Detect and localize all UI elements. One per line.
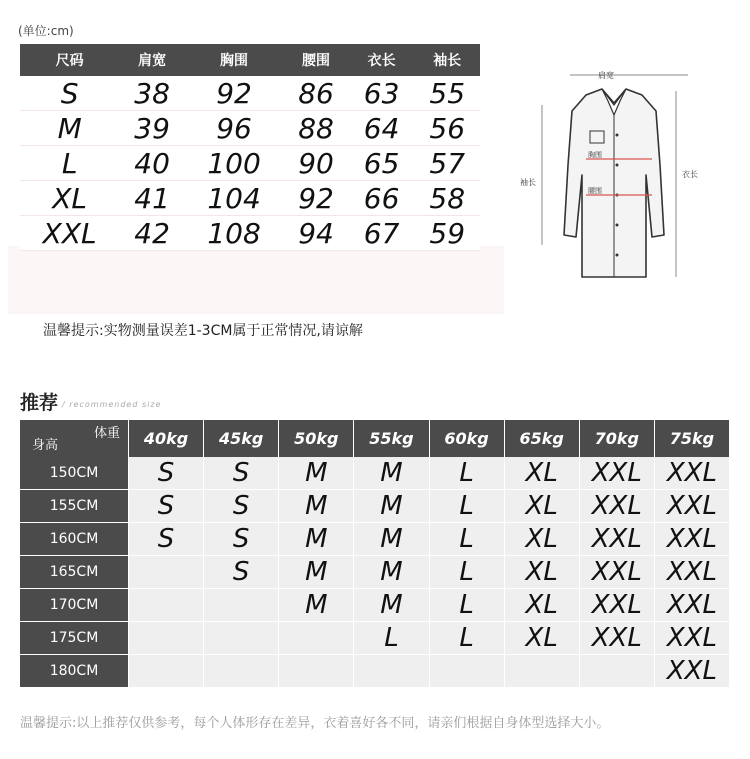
size-recommend-cell: M xyxy=(279,457,354,490)
height-cell: 150CM xyxy=(20,457,129,490)
weight-header: 75kg xyxy=(654,420,729,457)
measurement-tip: 温馨提示:实物测量误差1-3CM属于正常情况,请谅解 xyxy=(43,323,363,339)
size-cell: 65 xyxy=(349,146,415,181)
size-recommend-cell: XXL xyxy=(654,589,729,622)
size-recommend-cell: XL xyxy=(504,523,579,556)
size-cell: L xyxy=(20,146,119,181)
size-recommend-cell xyxy=(204,589,279,622)
size-recommend-cell: S xyxy=(204,556,279,589)
weight-header: 45kg xyxy=(204,420,279,457)
size-row xyxy=(20,181,480,216)
size-recommend-cell: L xyxy=(429,490,504,523)
weight-header: 50kg xyxy=(279,420,354,457)
weight-header: 55kg xyxy=(354,420,429,457)
size-cell: 66 xyxy=(349,181,415,216)
recommend-row xyxy=(20,457,730,490)
size-recommend-cell: L xyxy=(429,589,504,622)
size-cell: 38 xyxy=(119,76,185,111)
size-recommend-cell: S xyxy=(204,490,279,523)
size-recommend-cell: M xyxy=(279,490,354,523)
shoulder-label: 肩宽 xyxy=(598,71,614,80)
size-recommend-cell: L xyxy=(429,556,504,589)
height-cell: 155CM xyxy=(20,490,129,523)
size-recommend-cell xyxy=(204,655,279,688)
recommend-corner-cell xyxy=(20,420,129,457)
size-cell: 58 xyxy=(414,181,480,216)
size-recommend-cell: S xyxy=(204,457,279,490)
size-recommend-cell xyxy=(129,655,204,688)
size-cell: 90 xyxy=(283,146,349,181)
size-cell: 40 xyxy=(119,146,185,181)
recommend-subtitle: / recommended size xyxy=(62,400,162,409)
weight-header: 65kg xyxy=(504,420,579,457)
weight-header: 70kg xyxy=(579,420,654,457)
size-recommend-cell: XXL xyxy=(579,457,654,490)
height-cell: 160CM xyxy=(20,523,129,556)
size-cell: 88 xyxy=(283,111,349,146)
size-cell: 59 xyxy=(414,216,480,251)
sleeve-label: 袖长 xyxy=(520,178,536,187)
size-recommend-cell: XXL xyxy=(654,457,729,490)
size-header-cell: 肩宽 xyxy=(119,44,185,76)
size-row xyxy=(20,111,480,146)
size-cell: 41 xyxy=(119,181,185,216)
size-recommend-cell: M xyxy=(354,556,429,589)
height-cell: 175CM xyxy=(20,622,129,655)
size-recommend-cell xyxy=(579,655,654,688)
size-header-cell: 胸围 xyxy=(185,44,283,76)
size-cell: S xyxy=(20,76,119,111)
recommend-row xyxy=(20,655,730,688)
size-row xyxy=(20,76,480,111)
size-cell: 63 xyxy=(349,76,415,111)
size-cell: 86 xyxy=(283,76,349,111)
recommend-row xyxy=(20,490,730,523)
height-cell: 180CM xyxy=(20,655,129,688)
size-recommend-cell: XL xyxy=(504,457,579,490)
size-recommend-cell: XXL xyxy=(654,556,729,589)
size-recommend-cell: S xyxy=(204,523,279,556)
recommend-title: 推荐 xyxy=(20,392,59,414)
size-header-cell: 尺码 xyxy=(20,44,119,76)
weight-header: 60kg xyxy=(429,420,504,457)
chest-label: 胸围 xyxy=(588,151,602,159)
size-recommend-cell: S xyxy=(129,490,204,523)
size-row xyxy=(20,216,480,251)
height-cell: 165CM xyxy=(20,556,129,589)
size-header-cell: 袖长 xyxy=(414,44,480,76)
size-recommend-cell: XL xyxy=(504,589,579,622)
size-header-cell: 衣长 xyxy=(349,44,415,76)
size-recommend-cell: L xyxy=(429,523,504,556)
size-recommend-cell: XXL xyxy=(654,490,729,523)
size-recommend-cell xyxy=(279,622,354,655)
size-table-header-row xyxy=(20,44,480,76)
size-cell: 92 xyxy=(283,181,349,216)
size-recommend-cell: M xyxy=(279,556,354,589)
size-recommend-cell: M xyxy=(279,589,354,622)
unit-label: (单位:cm) xyxy=(18,24,74,38)
size-recommend-cell: XXL xyxy=(579,523,654,556)
size-recommend-cell: XXL xyxy=(579,622,654,655)
size-recommend-cell xyxy=(204,622,279,655)
recommend-table xyxy=(20,420,730,688)
size-cell: 67 xyxy=(349,216,415,251)
size-recommend-cell xyxy=(129,556,204,589)
recommend-row xyxy=(20,622,730,655)
size-recommend-cell: M xyxy=(354,457,429,490)
recommend-row xyxy=(20,523,730,556)
recommend-header-row xyxy=(20,420,730,457)
size-recommend-cell xyxy=(129,589,204,622)
size-recommend-cell xyxy=(279,655,354,688)
size-recommend-cell: XXL xyxy=(579,556,654,589)
size-table xyxy=(20,44,480,251)
size-row xyxy=(20,146,480,181)
size-cell: 100 xyxy=(185,146,283,181)
size-recommend-cell: XL xyxy=(504,490,579,523)
size-cell: 96 xyxy=(185,111,283,146)
size-recommend-cell: M xyxy=(354,523,429,556)
size-recommend-cell: XXL xyxy=(579,490,654,523)
height-cell: 170CM xyxy=(20,589,129,622)
size-header-cell: 腰围 xyxy=(283,44,349,76)
size-cell: 57 xyxy=(414,146,480,181)
size-recommend-cell: XXL xyxy=(579,589,654,622)
size-table-background xyxy=(8,246,504,314)
size-recommend-cell: S xyxy=(129,457,204,490)
shirt-measurement-diagram xyxy=(520,65,728,289)
size-recommend-cell: L xyxy=(354,622,429,655)
size-recommend-cell: XXL xyxy=(654,655,729,688)
size-cell: 92 xyxy=(185,76,283,111)
recommend-tip: 温馨提示:以上推荐仅供参考，每个人体形存在差异，衣着喜好各不同，请亲们根据自身体型选择大小。 xyxy=(20,716,610,731)
size-recommend-cell: XL xyxy=(504,622,579,655)
size-recommend-cell: M xyxy=(279,523,354,556)
recommend-row xyxy=(20,556,730,589)
size-recommend-cell xyxy=(429,655,504,688)
size-recommend-cell: M xyxy=(354,589,429,622)
size-recommend-cell: M xyxy=(354,490,429,523)
size-cell: 94 xyxy=(283,216,349,251)
size-recommend-cell: XL xyxy=(504,556,579,589)
size-cell: 39 xyxy=(119,111,185,146)
size-cell: 42 xyxy=(119,216,185,251)
size-recommend-cell: XXL xyxy=(654,523,729,556)
weight-header: 40kg xyxy=(129,420,204,457)
size-cell: XXL xyxy=(20,216,119,251)
waist-label: 腰围 xyxy=(588,187,602,195)
size-recommend-cell: L xyxy=(429,622,504,655)
length-label: 衣长 xyxy=(682,170,698,179)
size-recommend-cell xyxy=(504,655,579,688)
size-recommend-cell: S xyxy=(129,523,204,556)
size-cell: 104 xyxy=(185,181,283,216)
size-recommend-cell xyxy=(354,655,429,688)
size-cell: M xyxy=(20,111,119,146)
size-cell: XL xyxy=(20,181,119,216)
size-cell: 64 xyxy=(349,111,415,146)
height-axis-label: 身高 xyxy=(32,438,59,453)
weight-axis-label: 体重 xyxy=(93,426,120,441)
size-cell: 108 xyxy=(185,216,283,251)
size-cell: 55 xyxy=(414,76,480,111)
size-cell: 56 xyxy=(414,111,480,146)
size-recommend-cell: L xyxy=(429,457,504,490)
recommend-row xyxy=(20,589,730,622)
size-recommend-cell xyxy=(129,622,204,655)
size-recommend-cell: XXL xyxy=(654,622,729,655)
